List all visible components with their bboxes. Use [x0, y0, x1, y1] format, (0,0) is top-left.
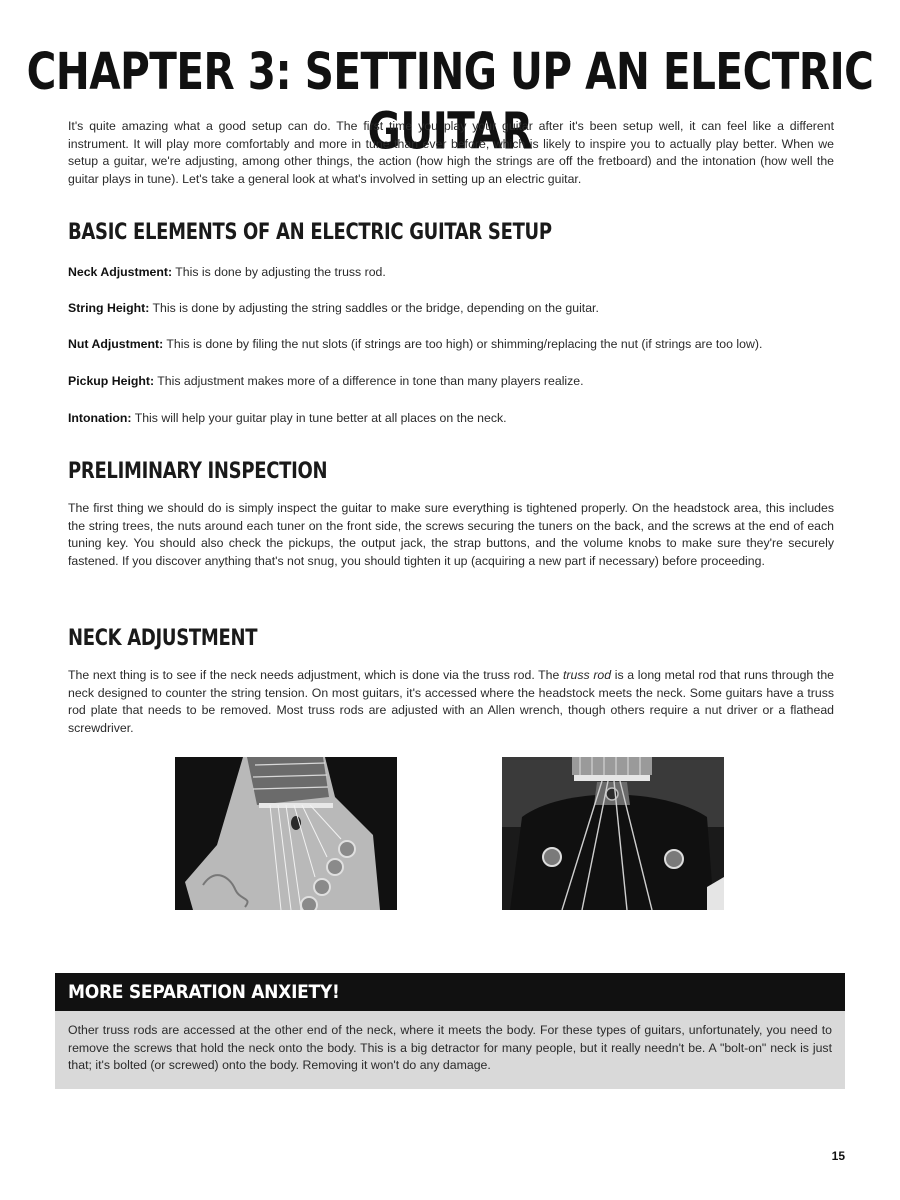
item-term: String Height: [68, 301, 150, 315]
item-text: This is done by adjusting the truss rod. [172, 265, 386, 279]
page-number: 15 [831, 1149, 845, 1163]
item-text: This will help your guitar play in tune better at all places on the neck. [131, 411, 507, 425]
list-item-pickup-height [68, 373, 848, 390]
basic-elements-heading: BASIC ELEMENTS OF AN ELECTRIC GUITAR SETUP [68, 218, 552, 245]
preliminary-inspection-heading: PRELIMINARY INSPECTION [68, 457, 328, 484]
sidebar-text: Other truss rods are accessed at the other end of the neck, where it meets the body. For these types of guitars, unfortunately, you need to remove the screws that hold the neck onto the body. This is a big detractor for many people, but it really needn't be. A "bolt-on" neck is just that; it's bolted (or screwed) onto the body. Removing it won't do any damage. [55, 1011, 845, 1089]
headstock-truss-rod-photo [175, 757, 397, 910]
preliminary-inspection-paragraph: The first thing we should do is simply inspect the guitar to make sure everything is tightened properly. On the headstock area, this includes the string trees, the nuts around each tuner on the front side, the screws securing the tuners on the back, and the screws at the end of each tuning key. You should also check the pickups, the output jack, the strap buttons, and the volume knobs to make sure they're securely fastened. If you discover anything that's not snug, you should tighten it up (acquiring a new part if necessary) before proceeding. [68, 501, 834, 568]
item-term: Neck Adjustment: [68, 265, 173, 279]
item-term: Pickup Height: [68, 374, 155, 388]
list-item-string-height [68, 300, 848, 317]
truss-rod-term: truss rod [563, 668, 612, 682]
neck-adjustment-paragraph: The next thing is to see if the neck needs adjustment, which is done via the truss rod. The truss rod is a long metal rod that runs through the neck designed to counter the string tension. On most guitars, it's accessed where the headstock meets the neck. Some guitars have a truss rod plate that needs to be removed. Most truss rods are adjusted with an Allen wrench, though others require a nut driver or a flathead screwdriver. [68, 668, 834, 735]
list-item-intonation [68, 410, 848, 427]
list-item-neck-adjustment [68, 264, 848, 281]
item-term: Intonation: [68, 411, 132, 425]
intro-paragraph: It's quite amazing what a good setup can do. The first time you play your guitar after it's been setup well, it can feel like a different instrument. It will play more comfortably and more in tune than ever before, which is likely to inspire you to actually play better. When we setup a guitar, we're adjusting, among other things, the action (how high the strings are off the fretboard) and the intonation (how well the guitar plays in tune). Let's take a general look at what's involved in setting up an electric guitar. [68, 119, 834, 186]
item-term: Nut Adjustment: [68, 337, 164, 351]
sidebar-heading: MORE SEPARATION ANXIETY! [55, 973, 845, 1011]
item-text: This adjustment makes more of a difference in tone than many players realize. [154, 374, 584, 388]
neck-adjustment-heading: NECK ADJUSTMENT [68, 624, 258, 651]
chapter-title: CHAPTER 3: SETTING UP AN ELECTRIC GUITAR [26, 42, 874, 161]
truss-rod-cavity-photo [502, 757, 724, 910]
list-item-nut-adjustment [68, 336, 848, 353]
headstock-photo-illustration [175, 757, 397, 910]
item-text: This is done by filing the nut slots (if strings are too high) or shimming/replacing the nut (if strings are too low). [163, 337, 763, 351]
item-text: This is done by adjusting the string saddles or the bridge, depending on the guitar. [149, 301, 599, 315]
truss-rod-photo-illustration [502, 757, 724, 910]
